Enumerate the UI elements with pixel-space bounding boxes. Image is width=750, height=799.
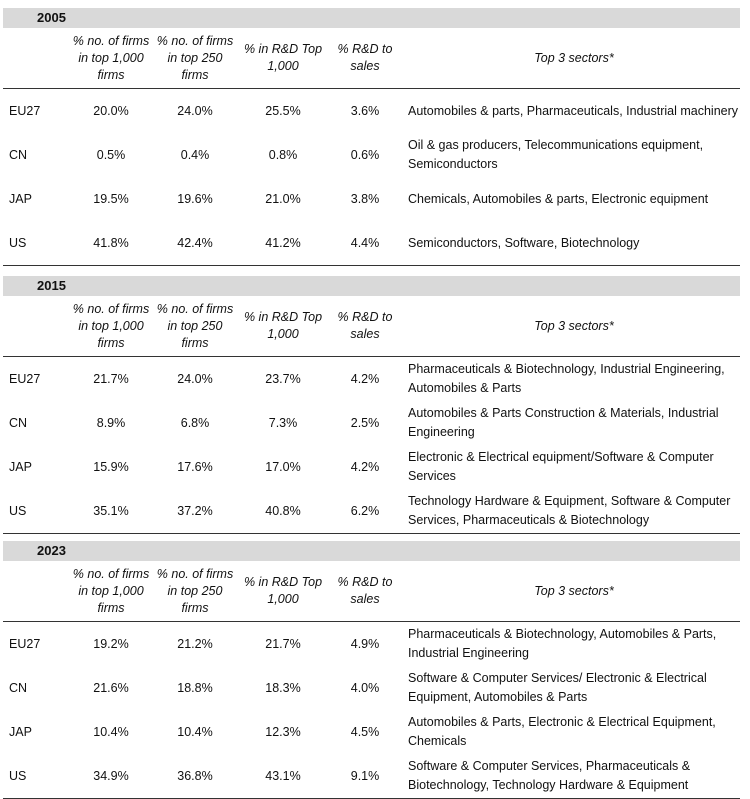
rd-share-cell: 23.7% xyxy=(265,372,301,386)
table-2015 xyxy=(3,276,740,534)
table-row xyxy=(3,754,740,798)
col-header-top1000: % no. of firms in top 1,000 firms xyxy=(72,566,150,615)
table-row xyxy=(3,401,740,445)
top250-cell: 0.4% xyxy=(180,148,210,162)
sectors-cell: Pharmaceuticals & Biotechnology, Industrial Engineering, Automobiles & Parts xyxy=(408,362,725,395)
top1000-cell: 19.5% xyxy=(93,192,129,206)
rd-share-cell: 17.0% xyxy=(265,460,301,474)
region-cell: JAP xyxy=(9,725,32,739)
top250-cell: 42.4% xyxy=(177,236,213,250)
col-header-rd-sales: % R&D to sales xyxy=(337,575,393,606)
top1000-cell: 8.9% xyxy=(96,416,126,430)
top1000-cell: 10.4% xyxy=(93,725,129,739)
top250-cell: 21.2% xyxy=(177,637,213,651)
rd-share-cell: 25.5% xyxy=(265,104,301,118)
sectors-cell: Chemicals, Automobiles & parts, Electronic equipment xyxy=(408,191,709,206)
top250-cell: 24.0% xyxy=(177,104,213,118)
top1000-cell: 15.9% xyxy=(93,460,129,474)
col-header-sectors: Top 3 sectors* xyxy=(534,318,614,333)
year-header: 2005 xyxy=(3,8,740,28)
sectors-cell: Automobiles & Parts, Electronic & Electrical Equipment, Chemicals xyxy=(408,715,716,748)
year-header: 2015 xyxy=(3,276,740,296)
top250-cell: 6.8% xyxy=(180,416,210,430)
rd-sales-cell: 6.2% xyxy=(350,504,380,518)
top1000-cell: 41.8% xyxy=(93,236,129,250)
rd-sales-cell: 9.1% xyxy=(350,769,380,783)
top1000-cell: 19.2% xyxy=(93,637,129,651)
top1000-cell: 21.7% xyxy=(93,372,129,386)
table-bottom-rule xyxy=(3,533,740,534)
col-header-sectors: Top 3 sectors* xyxy=(534,583,614,598)
rd-sales-cell: 3.8% xyxy=(350,192,380,206)
rd-share-cell: 40.8% xyxy=(265,504,301,518)
top1000-cell: 21.6% xyxy=(93,681,129,695)
column-header-row xyxy=(3,561,740,622)
table-row xyxy=(3,622,740,666)
sectors-cell: Oil & gas producers, Telecommunications equipment, Semiconductors xyxy=(408,138,704,171)
sectors-cell: Technology Hardware & Equipment, Software & Computer Services, Pharmaceuticals & Biotechnology xyxy=(408,494,731,527)
table-row xyxy=(3,89,740,133)
rd-share-cell: 41.2% xyxy=(265,236,301,250)
sectors-cell: Automobiles & Parts Construction & Materials, Industrial Engineering xyxy=(408,406,719,439)
sectors-cell: Pharmaceuticals & Biotechnology, Automobiles & Parts, Industrial Engineering xyxy=(408,627,717,660)
rd-share-cell: 12.3% xyxy=(265,725,301,739)
table-row xyxy=(3,445,740,489)
col-header-rd-sales: % R&D to sales xyxy=(337,42,393,73)
top1000-cell: 34.9% xyxy=(93,769,129,783)
rd-sales-cell: 2.5% xyxy=(350,416,380,430)
col-header-rd-share: % in R&D Top 1,000 xyxy=(243,42,323,73)
rd-share-cell: 21.0% xyxy=(265,192,301,206)
col-header-sectors: Top 3 sectors* xyxy=(534,50,614,65)
table-row xyxy=(3,666,740,710)
col-header-rd-sales: % R&D to sales xyxy=(337,310,393,341)
col-header-rd-share: % in R&D Top 1,000 xyxy=(243,310,323,341)
year-header: 2023 xyxy=(3,541,740,561)
region-cell: CN xyxy=(9,681,28,695)
rd-share-cell: 0.8% xyxy=(268,148,298,162)
region-cell: US xyxy=(9,504,27,518)
table-2005 xyxy=(3,8,740,266)
col-header-top250: % no. of firms in top 250 firms xyxy=(156,301,234,350)
col-header-top1000: % no. of firms in top 1,000 firms xyxy=(72,33,150,82)
top1000-cell: 35.1% xyxy=(93,504,129,518)
top250-cell: 37.2% xyxy=(177,504,213,518)
table-row xyxy=(3,710,740,754)
table-2023 xyxy=(3,541,740,799)
region-cell: EU27 xyxy=(9,104,41,118)
region-cell: JAP xyxy=(9,192,32,206)
rd-sales-cell: 4.2% xyxy=(350,372,380,386)
sectors-cell: Software & Computer Services, Pharmaceuticals & Biotechnology, Technology Hardware & Equipment xyxy=(408,759,691,792)
rd-share-cell: 43.1% xyxy=(265,769,301,783)
top1000-cell: 0.5% xyxy=(96,148,126,162)
top250-cell: 17.6% xyxy=(177,460,213,474)
rd-share-cell: 18.3% xyxy=(265,681,301,695)
column-header-row xyxy=(3,296,740,357)
region-cell: US xyxy=(9,769,27,783)
top250-cell: 19.6% xyxy=(177,192,213,206)
region-cell: CN xyxy=(9,148,28,162)
top250-cell: 36.8% xyxy=(177,769,213,783)
rd-share-cell: 7.3% xyxy=(268,416,298,430)
col-header-top250: % no. of firms in top 250 firms xyxy=(156,566,234,615)
region-cell: JAP xyxy=(9,460,32,474)
table-bottom-rule xyxy=(3,265,740,266)
sectors-cell: Electronic & Electrical equipment/Software & Computer Services xyxy=(408,450,714,483)
region-cell: US xyxy=(9,236,27,250)
sectors-cell: Semiconductors, Software, Biotechnology xyxy=(408,235,640,250)
table-row xyxy=(3,133,740,177)
col-header-top250: % no. of firms in top 250 firms xyxy=(156,33,234,82)
rd-sales-cell: 4.0% xyxy=(350,681,380,695)
rd-share-cell: 21.7% xyxy=(265,637,301,651)
top250-cell: 10.4% xyxy=(177,725,213,739)
region-cell: EU27 xyxy=(9,637,41,651)
table-row xyxy=(3,177,740,221)
sectors-cell: Software & Computer Services/ Electronic & Electrical Equipment, Automobiles & Parts xyxy=(408,671,707,704)
col-header-top1000: % no. of firms in top 1,000 firms xyxy=(72,301,150,350)
top250-cell: 24.0% xyxy=(177,372,213,386)
region-cell: EU27 xyxy=(9,372,41,386)
rd-sales-cell: 3.6% xyxy=(350,104,380,118)
top1000-cell: 20.0% xyxy=(93,104,129,118)
rd-sales-cell: 4.5% xyxy=(350,725,380,739)
rd-sales-cell: 0.6% xyxy=(350,148,380,162)
table-row xyxy=(3,357,740,401)
rd-sales-cell: 4.4% xyxy=(350,236,380,250)
region-cell: CN xyxy=(9,416,28,430)
sectors-cell: Automobiles & parts, Pharmaceuticals, Industrial machinery xyxy=(408,103,739,118)
top250-cell: 18.8% xyxy=(177,681,213,695)
table-row xyxy=(3,221,740,265)
col-header-rd-share: % in R&D Top 1,000 xyxy=(243,575,323,606)
rd-sales-cell: 4.2% xyxy=(350,460,380,474)
rd-sales-cell: 4.9% xyxy=(350,637,380,651)
column-header-row xyxy=(3,28,740,89)
table-row xyxy=(3,489,740,533)
